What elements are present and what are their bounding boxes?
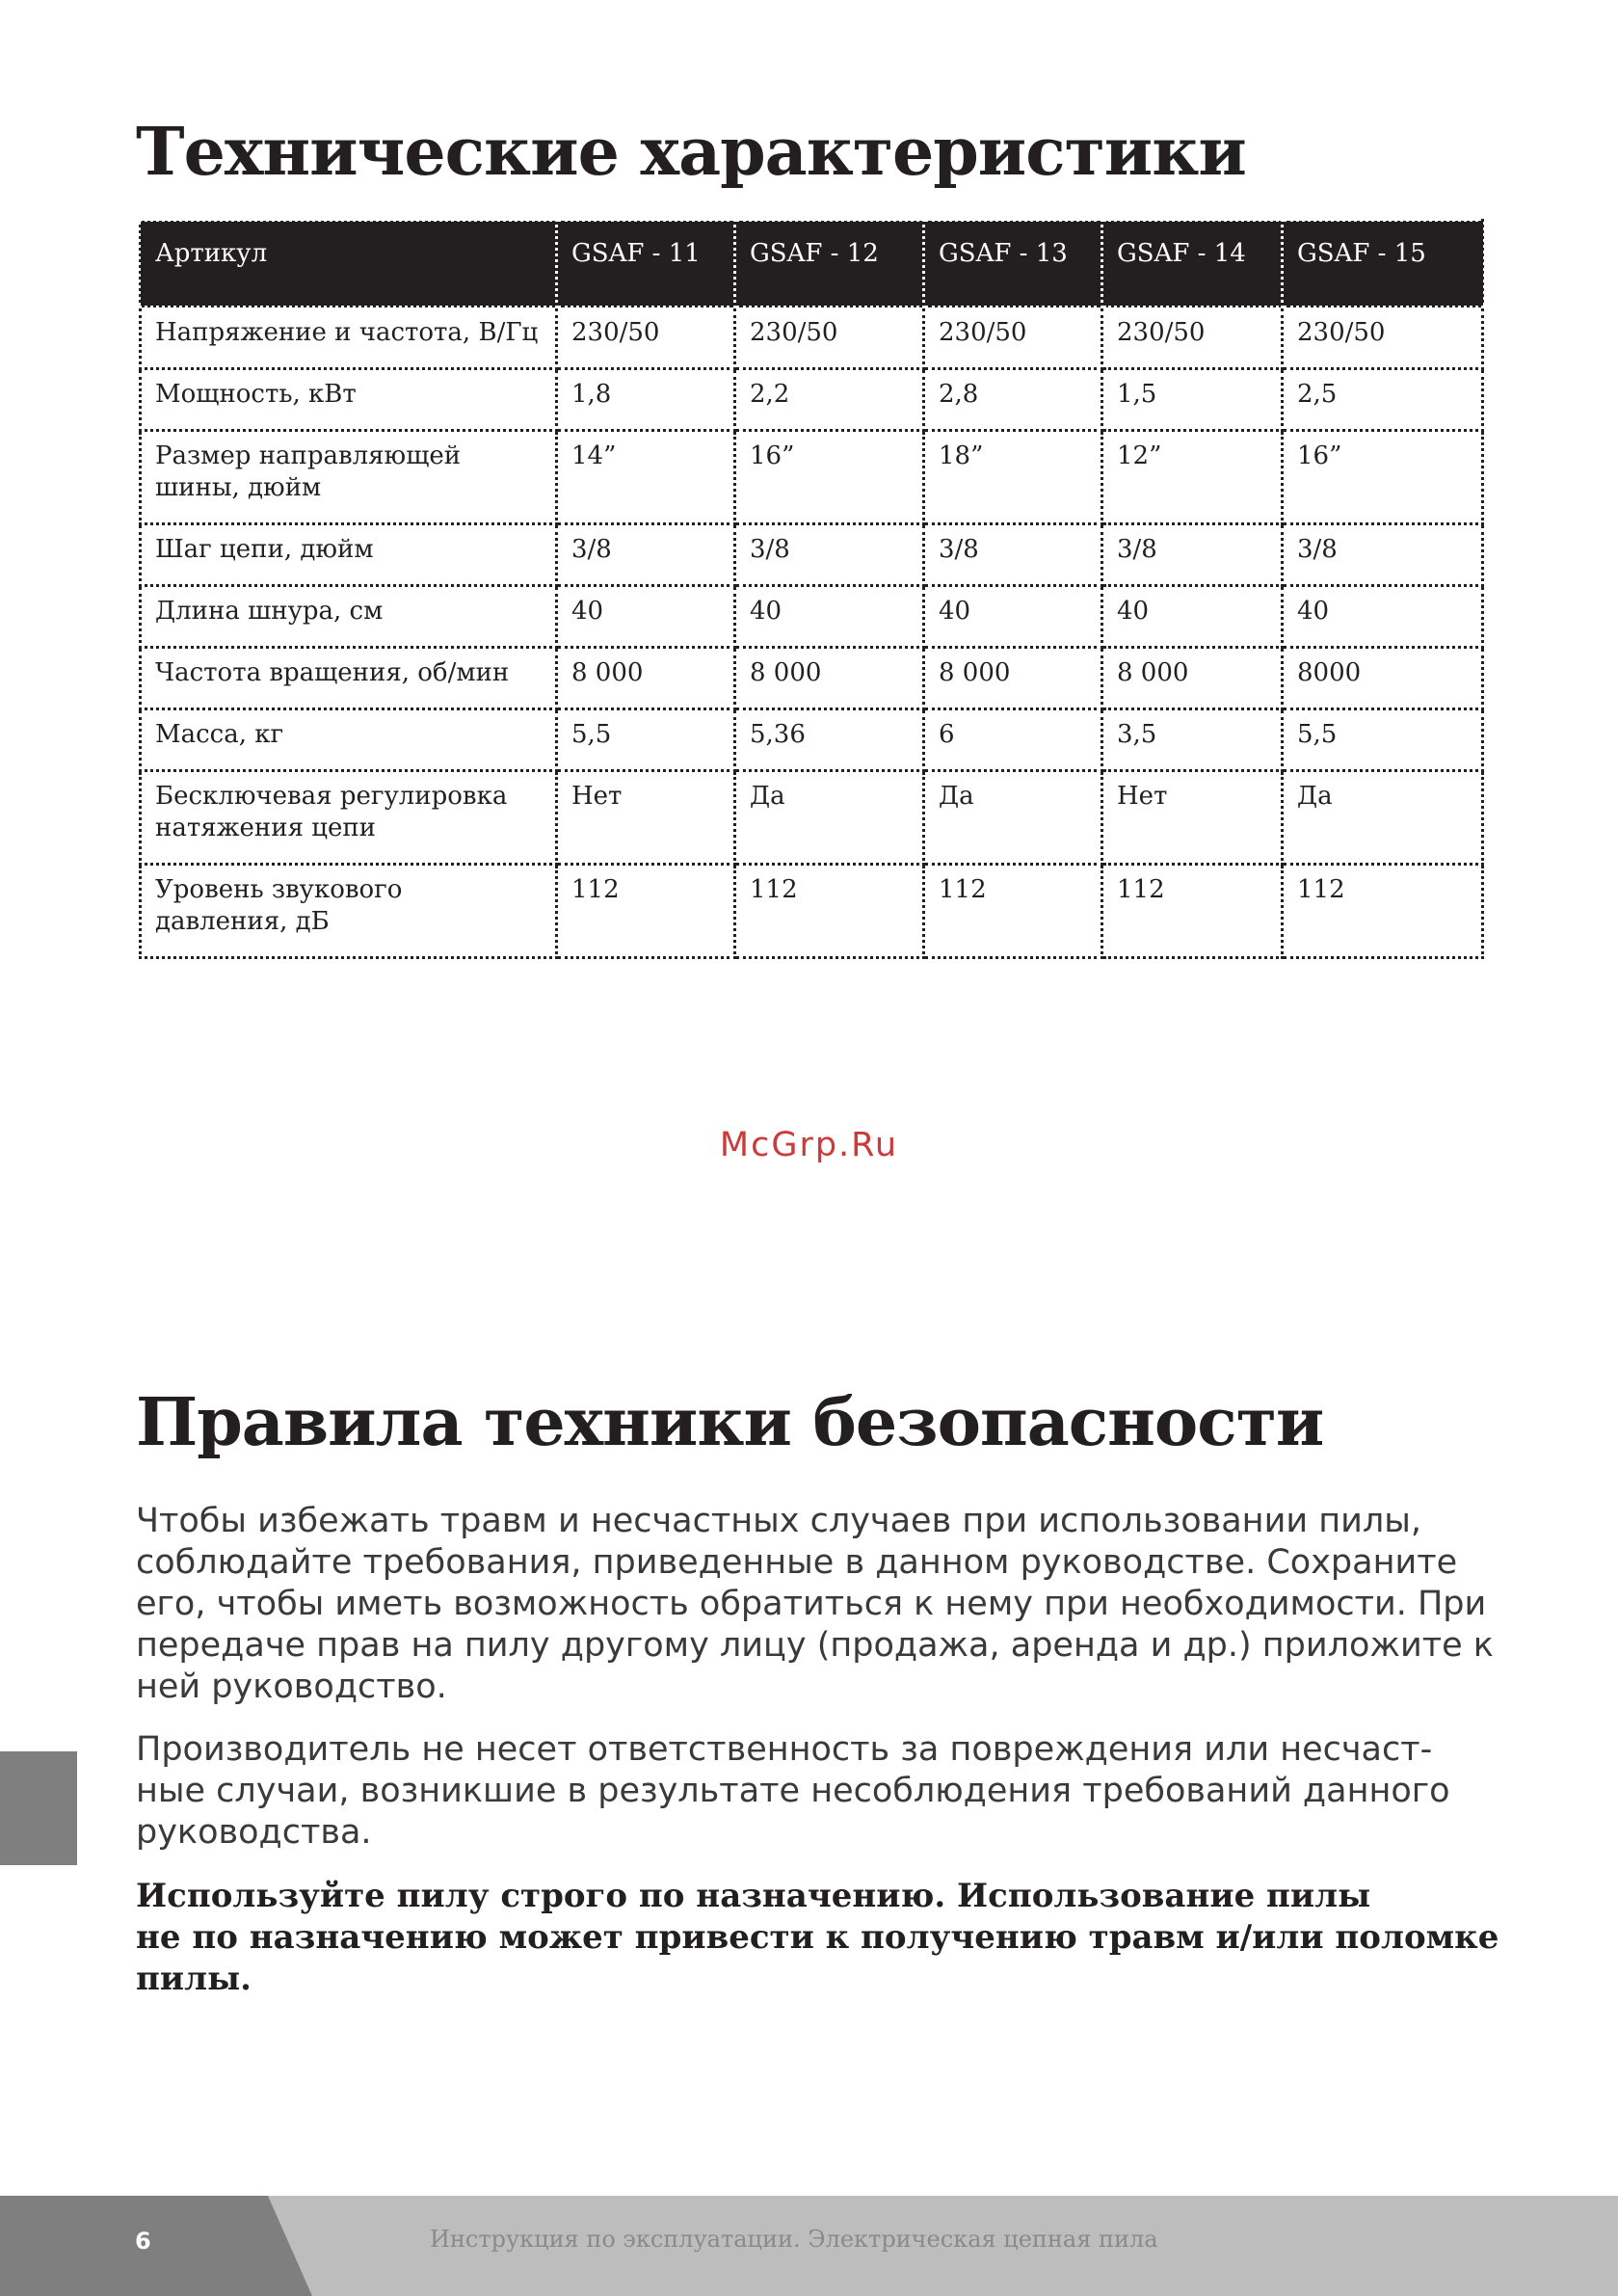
table-cell: Да [1283,771,1483,865]
table-cell: 8000 [1283,648,1483,709]
row-label: Частота вращения, об/мин [141,648,557,709]
paragraph-line: руководства. [136,1813,372,1852]
table-row [141,431,1483,524]
paragraph-line: Используйте пилу строго по назначению. Использование пилы [136,1877,1371,1915]
table-cell: Да [924,771,1102,865]
table-cell: 16” [735,431,924,524]
table-cell: 112 [1283,865,1483,958]
table-cell: 112 [735,865,924,958]
header-cell-model: GSAF - 14 [1102,221,1283,307]
row-label-line: Уровень звукового [155,875,403,904]
table-row [141,369,1483,431]
table-cell: 2,8 [924,369,1102,431]
table-cell: 3/8 [1102,524,1283,586]
row-label-line: Размер направляющей [155,441,462,470]
table-cell: 5,5 [1283,709,1483,771]
table-cell: 8 000 [1102,648,1283,709]
row-label [141,431,557,524]
footer-page-tab [0,2196,312,2296]
row-label-line: Бесключевая регулировка [155,782,508,811]
table-cell: 8 000 [735,648,924,709]
table-cell: Нет [1102,771,1283,865]
paragraph-line: пилы. [136,1960,252,1998]
table-cell: 8 000 [557,648,735,709]
table-cell: 230/50 [924,307,1102,369]
table-header-row [141,221,1483,307]
paragraph-line: ней руководство. [136,1668,447,1706]
table-cell: 40 [557,586,735,648]
table-cell: Да [735,771,924,865]
row-label: Шаг цепи, дюйм [141,524,557,586]
table-cell: 40 [1102,586,1283,648]
table-row [141,586,1483,648]
table-cell: 1,8 [557,369,735,431]
safety-paragraph-bold [136,1876,1504,2000]
table-row [141,307,1483,369]
header-cell-article: Артикул [141,221,557,307]
table-cell: 3/8 [1283,524,1483,586]
table-cell: 5,36 [735,709,924,771]
paragraph-line: соблюдайте требования, приведенные в данном руководстве. Сохраните [136,1543,1458,1582]
table-cell: 230/50 [1102,307,1283,369]
specs-table [139,219,1484,959]
table-row [141,771,1483,865]
table-cell: 3/8 [557,524,735,586]
header-cell-model: GSAF - 12 [735,221,924,307]
table-row [141,865,1483,958]
table-cell: 112 [1102,865,1283,958]
table-cell: 12” [1102,431,1283,524]
row-label [141,771,557,865]
paragraph-line: передаче прав на пилу другому лицу (продажа, аренда и др.) приложите к [136,1626,1494,1665]
table-row [141,709,1483,771]
table-cell: 112 [557,865,735,958]
table-cell: 3,5 [1102,709,1283,771]
table-cell: 230/50 [735,307,924,369]
header-cell-model: GSAF - 15 [1283,221,1483,307]
specs-title: Технические характеристики [136,114,1246,191]
table-cell: 6 [924,709,1102,771]
table-cell: Нет [557,771,735,865]
row-label: Напряжение и частота, В/Гц [141,307,557,369]
table-row [141,648,1483,709]
row-label-line: шины, дюйм [155,473,322,502]
row-label: Масса, кг [141,709,557,771]
paragraph-line: Производитель не несет ответственность за повреждения или несчаст- [136,1730,1433,1769]
watermark: McGrp.Ru [719,1126,899,1164]
table-cell: 1,5 [1102,369,1283,431]
table-cell: 8 000 [924,648,1102,709]
table-cell: 40 [924,586,1102,648]
paragraph-line: Чтобы избежать травм и несчастных случаев при использовании пилы, [136,1502,1421,1540]
paragraph-line: не по назначению может привести к получению травм и/или поломке [136,1918,1499,1957]
row-label: Мощность, кВт [141,369,557,431]
paragraph-line: ные случаи, возникшие в результате несоблюдения требований данного [136,1772,1450,1810]
table-cell: 2,2 [735,369,924,431]
table-cell: 14” [557,431,735,524]
row-label-line: натяжения цепи [155,814,377,842]
safety-paragraph-1 [136,1501,1504,1708]
row-label: Длина шнура, см [141,586,557,648]
header-cell-model: GSAF - 11 [557,221,735,307]
safety-paragraph-2 [136,1729,1504,1854]
header-cell-model: GSAF - 13 [924,221,1102,307]
table-row [141,524,1483,586]
table-cell: 40 [1283,586,1483,648]
table-cell: 3/8 [735,524,924,586]
table-cell: 5,5 [557,709,735,771]
table-cell: 112 [924,865,1102,958]
footer-text: Инструкция по эксплуатации. Электрическая цепная пила [430,2226,1158,2253]
row-label-line: давления, дБ [155,907,330,936]
page-number: 6 [135,2228,151,2255]
safety-title: Правила техники безопасности [136,1384,1324,1461]
table-cell: 16” [1283,431,1483,524]
side-tab [0,1751,77,1865]
paragraph-line: его, чтобы иметь возможность обратиться к нему при необходимости. При [136,1585,1487,1623]
table-cell: 230/50 [557,307,735,369]
table-cell: 40 [735,586,924,648]
table-cell: 3/8 [924,524,1102,586]
table-cell: 230/50 [1283,307,1483,369]
table-cell: 18” [924,431,1102,524]
table-cell: 2,5 [1283,369,1483,431]
row-label [141,865,557,958]
